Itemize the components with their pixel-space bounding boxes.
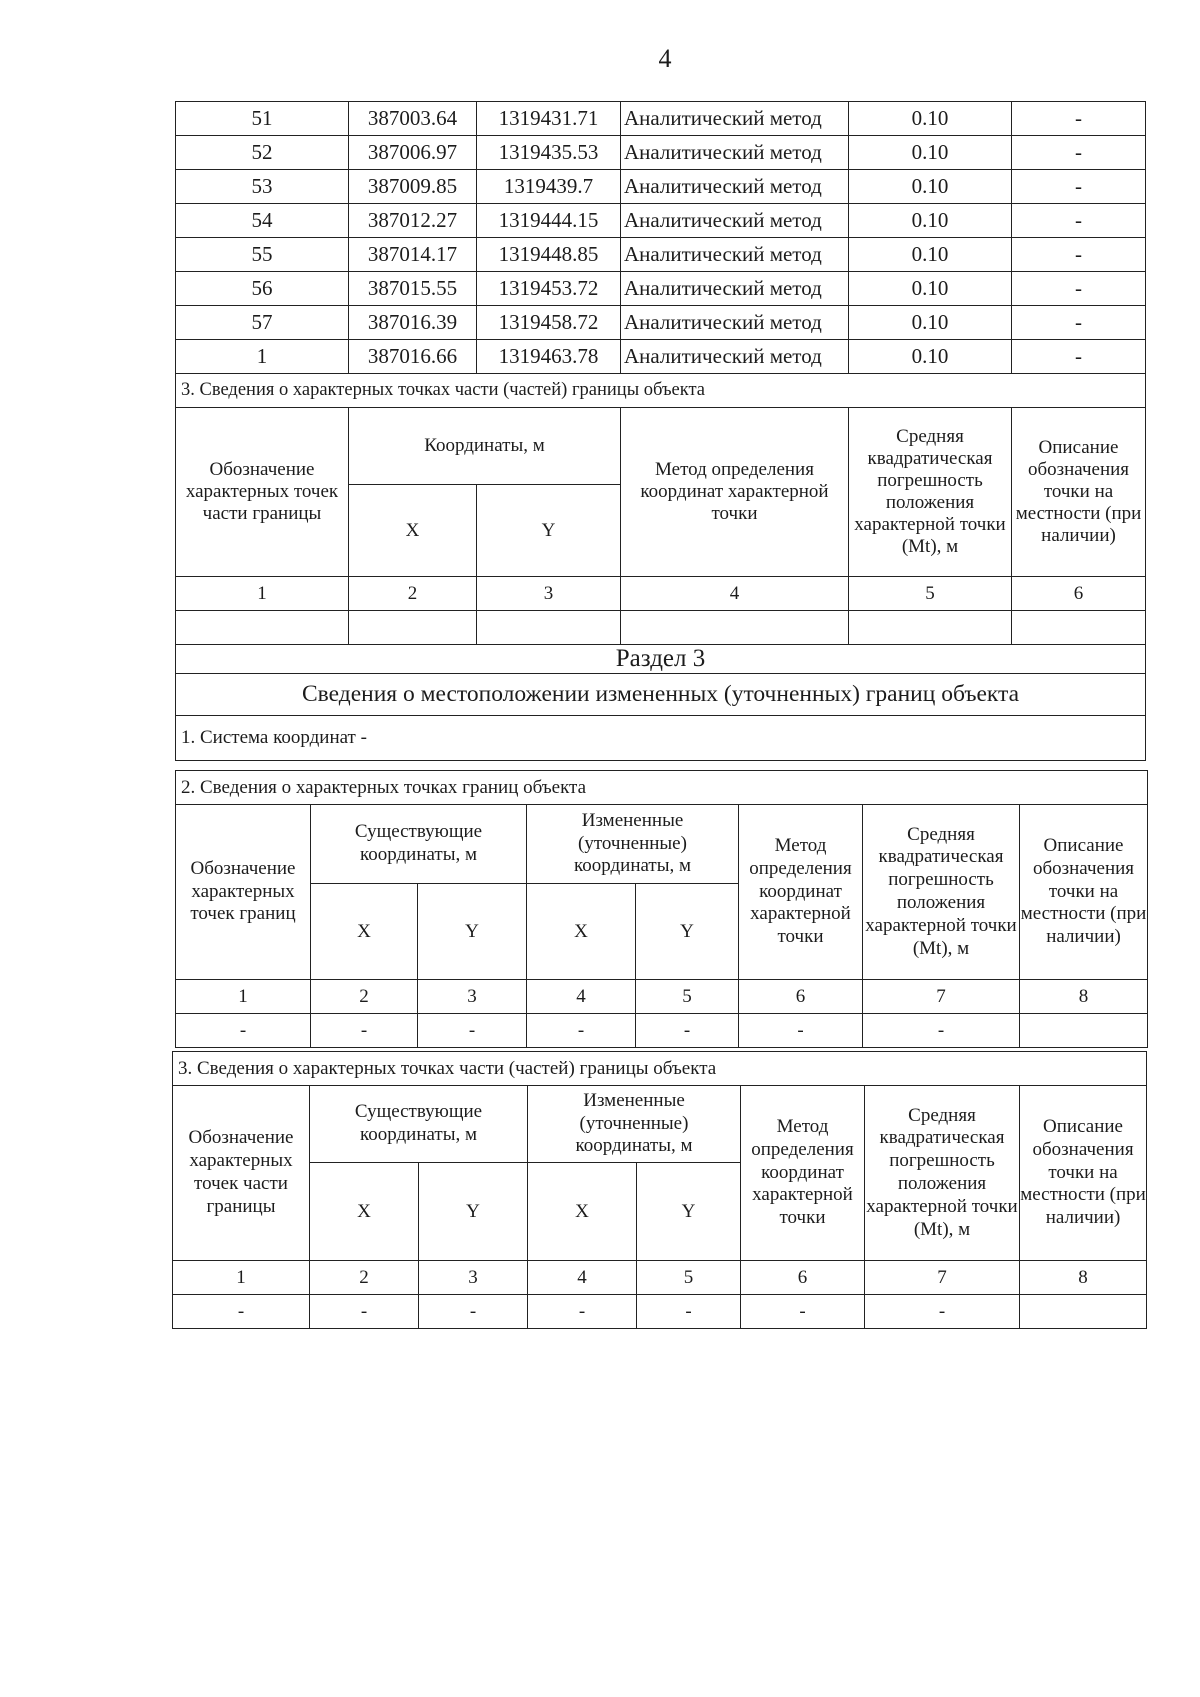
table-row [176, 340, 1146, 374]
cell [1020, 1014, 1148, 1048]
coord-x: 387006.97 [349, 136, 477, 170]
header-method: Метод определения координат характерной точки [739, 805, 863, 980]
description: - [1012, 306, 1146, 340]
header-method: Метод определения координат характерной точки [621, 408, 849, 577]
section-title: Раздел 3 [176, 645, 1146, 674]
section-subtitle: Сведения о местоположении измененных (уточненных) границ объекта [176, 674, 1146, 716]
header-x: X [527, 884, 636, 980]
description: - [1012, 102, 1146, 136]
part-points-title: 3. Сведения о характерных точках части (частей) границы объекта [173, 1052, 1147, 1086]
mt-value: 0.10 [849, 204, 1012, 238]
header-y: Y [419, 1163, 528, 1261]
description: - [1012, 238, 1146, 272]
page-number: 4 [658, 44, 672, 73]
coord-y: 1319444.15 [477, 204, 621, 238]
col-num: 1 [176, 980, 311, 1014]
cell: - [311, 1014, 418, 1048]
header-y: Y [636, 884, 739, 980]
point-number: 57 [176, 306, 349, 340]
column-numbers-row [176, 577, 1146, 611]
col-num: 8 [1020, 1261, 1147, 1295]
coord-system: 1. Система координат - [176, 716, 1146, 761]
col-num: 7 [863, 980, 1020, 1014]
cell: - [527, 1014, 636, 1048]
col-num: 3 [418, 980, 527, 1014]
coord-x: 387015.55 [349, 272, 477, 306]
column-numbers-row [173, 1261, 1147, 1295]
header-x: X [311, 884, 418, 980]
description: - [1012, 340, 1146, 374]
header-y: Y [477, 485, 621, 577]
cell: - [739, 1014, 863, 1048]
table-row [176, 102, 1146, 136]
coord-y: 1319439.7 [477, 170, 621, 204]
mt-value: 0.10 [849, 170, 1012, 204]
point-number: 51 [176, 102, 349, 136]
header-existing: Существующие координаты, м [311, 805, 527, 884]
coord-y: 1319431.71 [477, 102, 621, 136]
point-number: 53 [176, 170, 349, 204]
cell: - [637, 1295, 741, 1329]
header-row [173, 1086, 1147, 1163]
cell: - [863, 1014, 1020, 1048]
section-title-row [173, 1052, 1147, 1086]
cell: - [636, 1014, 739, 1048]
point-number: 56 [176, 272, 349, 306]
changed-points-table [175, 770, 1148, 1048]
point-number: 55 [176, 238, 349, 272]
point-number: 1 [176, 340, 349, 374]
coord-y: 1319463.78 [477, 340, 621, 374]
cell [1020, 1295, 1147, 1329]
section-header-row [176, 645, 1146, 674]
col-num: 1 [173, 1261, 310, 1295]
header-row [176, 408, 1146, 485]
mt-value: 0.10 [849, 102, 1012, 136]
description: - [1012, 170, 1146, 204]
description: - [1012, 204, 1146, 238]
coord-x: 387003.64 [349, 102, 477, 136]
coord-system-row [176, 716, 1146, 761]
table-row [176, 238, 1146, 272]
col-num: 2 [311, 980, 418, 1014]
header-y: Y [418, 884, 527, 980]
header-x: X [310, 1163, 419, 1261]
method: Аналитический метод [621, 306, 849, 340]
col-num: 5 [849, 577, 1012, 611]
header-method: Метод определения координат характерной точки [741, 1086, 865, 1261]
cell: - [418, 1014, 527, 1048]
cell: - [173, 1295, 310, 1329]
table-row [176, 272, 1146, 306]
header-row [176, 805, 1148, 884]
col-num: 3 [419, 1261, 528, 1295]
col-num: 4 [527, 980, 636, 1014]
header-designation: Обозначение характерных точек части границы [173, 1086, 310, 1261]
mt-value: 0.10 [849, 272, 1012, 306]
header-coords: Координаты, м [349, 408, 621, 485]
table-row [176, 170, 1146, 204]
col-num: 5 [636, 980, 739, 1014]
part-points-title: 3. Сведения о характерных точках части (частей) границы объекта [176, 374, 1146, 408]
col-num: 7 [865, 1261, 1020, 1295]
method: Аналитический метод [621, 102, 849, 136]
header-changed: Измененные (уточненные) координаты, м [527, 805, 739, 884]
mt-value: 0.10 [849, 238, 1012, 272]
col-num: 3 [477, 577, 621, 611]
header-y: Y [637, 1163, 741, 1261]
col-num: 2 [349, 577, 477, 611]
coord-y: 1319453.72 [477, 272, 621, 306]
header-description: Описание обозначения точки на местности (при наличии) [1020, 805, 1148, 980]
description: - [1012, 272, 1146, 306]
cell: - [419, 1295, 528, 1329]
header-x: X [528, 1163, 637, 1261]
table-row [176, 204, 1146, 238]
col-num: 2 [310, 1261, 419, 1295]
table-row [173, 1295, 1147, 1329]
header-description: Описание обозначения точки на местности (при наличии) [1020, 1086, 1147, 1261]
header-designation: Обозначение характерных точек части границы [176, 408, 349, 577]
coord-x: 387016.66 [349, 340, 477, 374]
cell: - [741, 1295, 865, 1329]
col-num: 5 [637, 1261, 741, 1295]
coord-y: 1319458.72 [477, 306, 621, 340]
header-changed: Измененные (уточненные) координаты, м [528, 1086, 741, 1163]
cell: - [865, 1295, 1020, 1329]
method: Аналитический метод [621, 136, 849, 170]
point-number: 52 [176, 136, 349, 170]
col-num: 6 [1012, 577, 1146, 611]
header-designation: Обозначение характерных точек границ [176, 805, 311, 980]
coord-y: 1319435.53 [477, 136, 621, 170]
mt-value: 0.10 [849, 306, 1012, 340]
method: Аналитический метод [621, 272, 849, 306]
col-num: 4 [621, 577, 849, 611]
method: Аналитический метод [621, 340, 849, 374]
mt-value: 0.10 [849, 136, 1012, 170]
col-num: 1 [176, 577, 349, 611]
cell: - [528, 1295, 637, 1329]
section-subtitle-row [176, 674, 1146, 716]
section-title-row [176, 374, 1146, 408]
points-title: 2. Сведения о характерных точках границ объекта [176, 771, 1148, 805]
header-mt: Средняя квадратическая погрешность положения характерной точки (Mt), м [849, 408, 1012, 577]
header-x: X [349, 485, 477, 577]
coord-y: 1319448.85 [477, 238, 621, 272]
col-num: 6 [739, 980, 863, 1014]
mt-value: 0.10 [849, 340, 1012, 374]
cell: - [176, 1014, 311, 1048]
header-mt: Средняя квадратическая погрешность положения характерной точки (Mt), м [865, 1086, 1020, 1261]
header-mt: Средняя квадратическая погрешность положения характерной точки (Mt), м [863, 805, 1020, 980]
col-num: 4 [528, 1261, 637, 1295]
coord-x: 387012.27 [349, 204, 477, 238]
coord-x: 387014.17 [349, 238, 477, 272]
table-row [176, 136, 1146, 170]
coord-x: 387016.39 [349, 306, 477, 340]
coord-x: 387009.85 [349, 170, 477, 204]
empty-row [176, 611, 1146, 645]
method: Аналитический метод [621, 204, 849, 238]
section-title-row [176, 771, 1148, 805]
coordinates-table [175, 101, 1146, 761]
table-row [176, 1014, 1148, 1048]
table-row [176, 306, 1146, 340]
col-num: 6 [741, 1261, 865, 1295]
col-num: 8 [1020, 980, 1148, 1014]
description: - [1012, 136, 1146, 170]
changed-part-points-table [172, 1051, 1147, 1329]
point-number: 54 [176, 204, 349, 238]
header-description: Описание обозначения точки на местности (при наличии) [1012, 408, 1146, 577]
method: Аналитический метод [621, 238, 849, 272]
column-numbers-row [176, 980, 1148, 1014]
method: Аналитический метод [621, 170, 849, 204]
header-existing: Существующие координаты, м [310, 1086, 528, 1163]
cell: - [310, 1295, 419, 1329]
